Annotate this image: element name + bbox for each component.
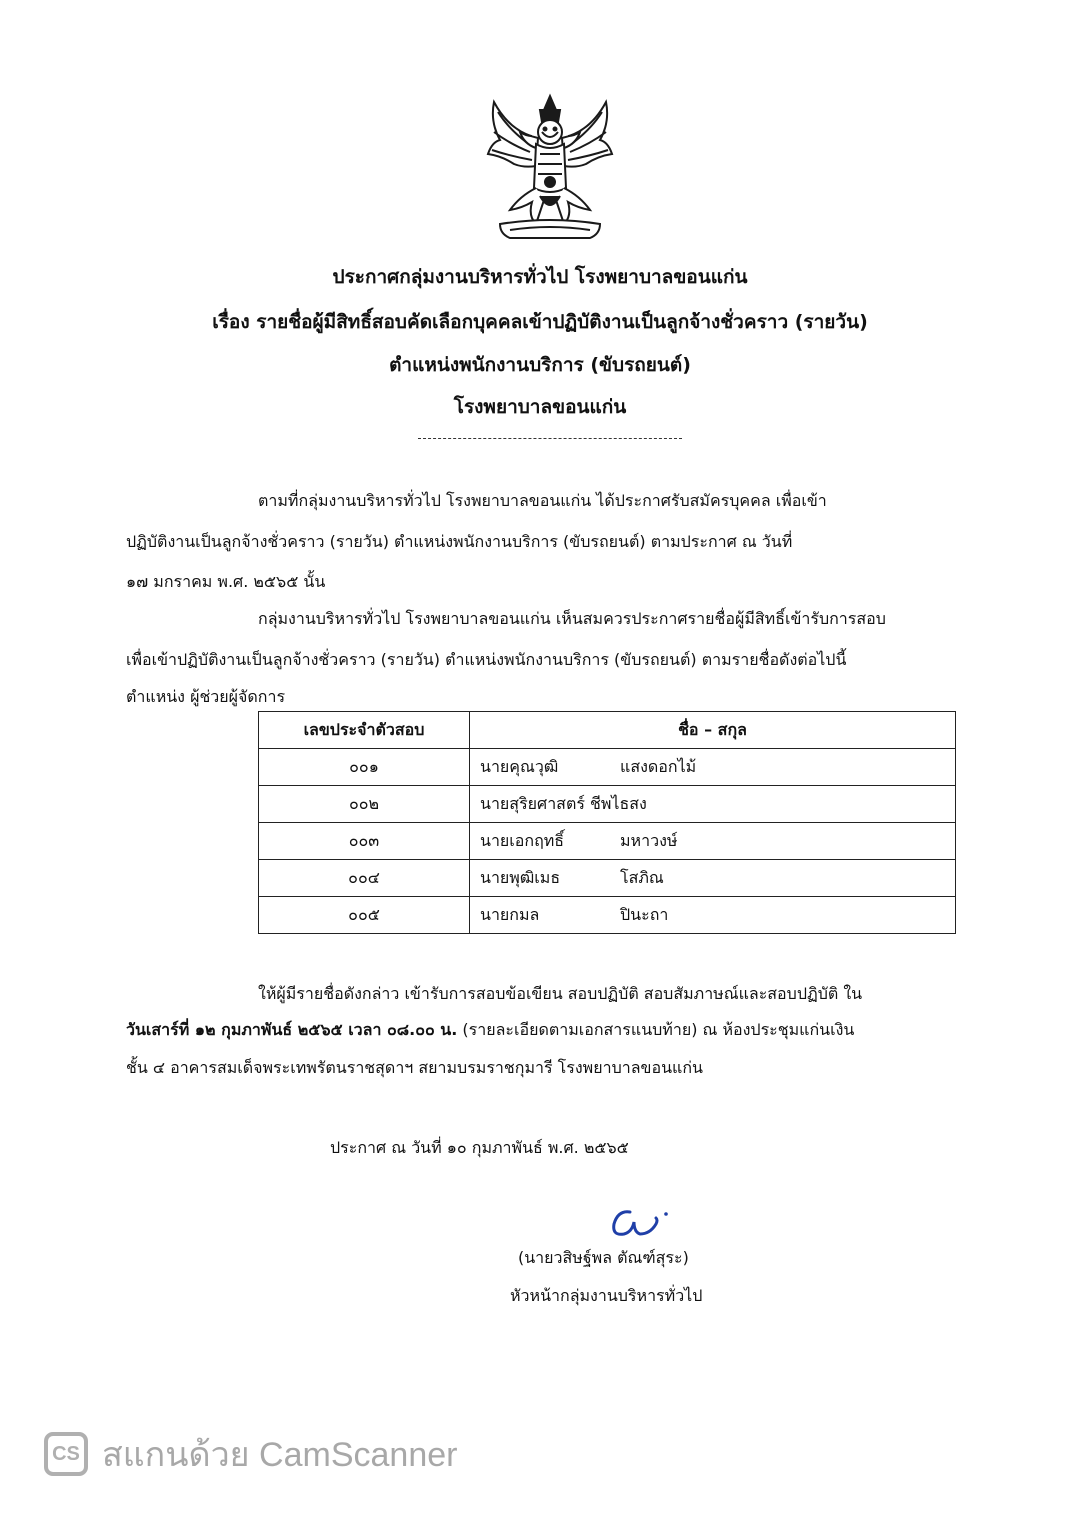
table-row <box>259 786 956 823</box>
exam-id-cell: ๐๐๒ <box>259 786 470 823</box>
camscanner-watermark <box>44 1428 457 1480</box>
header-full-name: ชื่อ – สกุล <box>470 712 956 749</box>
full-name-cell <box>470 786 956 823</box>
garuda-emblem-icon <box>480 92 620 242</box>
last-name: มหาวงษ์ <box>620 830 678 850</box>
exam-id-cell: ๐๐๕ <box>259 897 470 934</box>
subject-heading: เรื่อง รายชื่อผู้มีสิทธิ์สอบคัดเลือกบุคคลเข้าปฏิบัติงานเป็นลูกจ้างชั่วคราว (รายวัน) <box>212 311 868 333</box>
heading-divider <box>418 438 682 439</box>
table-row <box>259 860 956 897</box>
signature-mark <box>600 1196 680 1246</box>
exam-datetime: วันเสาร์ที่ ๑๒ กุมภาพันธ์ ๒๕๖๕ เวลา ๐๘.๐๐ น. <box>126 1020 458 1039</box>
paragraph3-line3: ชั้น ๔ อาคารสมเด็จพระเทพรัตนราชสุดาฯ สยามบรมราชกุมารี โรงพยาบาลขอนแก่น <box>126 1058 703 1077</box>
exam-id-cell: ๐๐๔ <box>259 860 470 897</box>
first-name: นายพุฒิเมธ <box>480 867 561 887</box>
announcement-date: ประกาศ ณ วันที่ ๑๐ กุมภาพันธ์ พ.ศ. ๒๕๖๕ <box>330 1138 629 1157</box>
full-name-cell <box>470 860 956 897</box>
full-name-cell <box>470 823 956 860</box>
paragraph3-line2 <box>126 1018 854 1042</box>
paragraph2-line1: กลุ่มงานบริหารทั่วไป โรงพยาบาลขอนแก่น เห็นสมควรประกาศรายชื่อผู้มีสิทธิ์เข้ารับการสอบ <box>258 609 886 628</box>
camscanner-logo-icon: CS <box>44 1432 88 1476</box>
first-name: นายเอกฤทธิ์ <box>480 830 565 850</box>
full-name-cell <box>470 749 956 786</box>
watermark-text: สแกนด้วย CamScanner <box>102 1436 458 1474</box>
last-name: ปินะถา <box>620 904 669 924</box>
last-name: โสภิณ <box>620 867 664 887</box>
table-row <box>259 823 956 860</box>
header-exam-id: เลขประจำตัวสอบ <box>259 712 470 749</box>
paragraph1-line3: ๑๗ มกราคม พ.ศ. ๒๕๖๕ นั้น <box>126 572 326 591</box>
paragraph2-line2: เพื่อเข้าปฏิบัติงานเป็นลูกจ้างชั่วคราว (รายวัน) ตำแหน่งพนักงานบริการ (ขับรถยนต์) ตามรายชื่อดังต่อไปนี้ <box>126 650 847 669</box>
last-name: แสงดอกไม้ <box>620 756 697 776</box>
paragraph3-line1: ให้ผู้มีรายชื่อดังกล่าว เข้ารับการสอบข้อเขียน สอบปฏิบัติ สอบสัมภาษณ์และสอบปฏิบัติ ใน <box>258 984 863 1003</box>
first-name: นายสุริยศาสตร์ <box>480 793 585 813</box>
paragraph1-line1: ตามที่กลุ่มงานบริหารทั่วไป โรงพยาบาลขอนแก่น ได้ประกาศรับสมัครบุคคล เพื่อเข้า <box>258 491 827 510</box>
position-heading: ตำแหน่งพนักงานบริการ (ขับรถยนต์) <box>389 354 691 376</box>
hospital-heading: โรงพยาบาลขอนแก่น <box>453 396 627 418</box>
first-name: นายคุณวุฒิ <box>480 756 559 776</box>
last-name: ชีพไธสง <box>590 793 647 813</box>
exam-location-text: (รายละเอียดตามเอกสารแนบท้าย) ณ ห้องประชุมแก่นเงิน <box>457 1020 855 1039</box>
exam-id-cell: ๐๐๓ <box>259 823 470 860</box>
position-line: ตำแหน่ง ผู้ช่วยผู้จัดการ <box>126 687 286 706</box>
signer-title: หัวหน้ากลุ่มงานบริหารทั่วไป <box>510 1286 703 1305</box>
paragraph1-line2: ปฏิบัติงานเป็นลูกจ้างชั่วคราว (รายวัน) ตำแหน่งพนักงานบริการ (ขับรถยนต์) ตามประกาศ ณ วันที่ <box>126 532 793 551</box>
table-row <box>259 749 956 786</box>
full-name-cell <box>470 897 956 934</box>
first-name: นายกมล <box>480 904 540 924</box>
candidate-table <box>258 711 956 934</box>
signer-name: (นายวสิษฐ์พล ตัณฑ์สุระ) <box>518 1248 689 1267</box>
announcement-heading: ประกาศกลุ่มงานบริหารทั่วไป โรงพยาบาลขอนแก่น <box>332 266 748 288</box>
exam-id-cell: ๐๐๑ <box>259 749 470 786</box>
table-header-row <box>259 712 956 749</box>
table-row <box>259 897 956 934</box>
